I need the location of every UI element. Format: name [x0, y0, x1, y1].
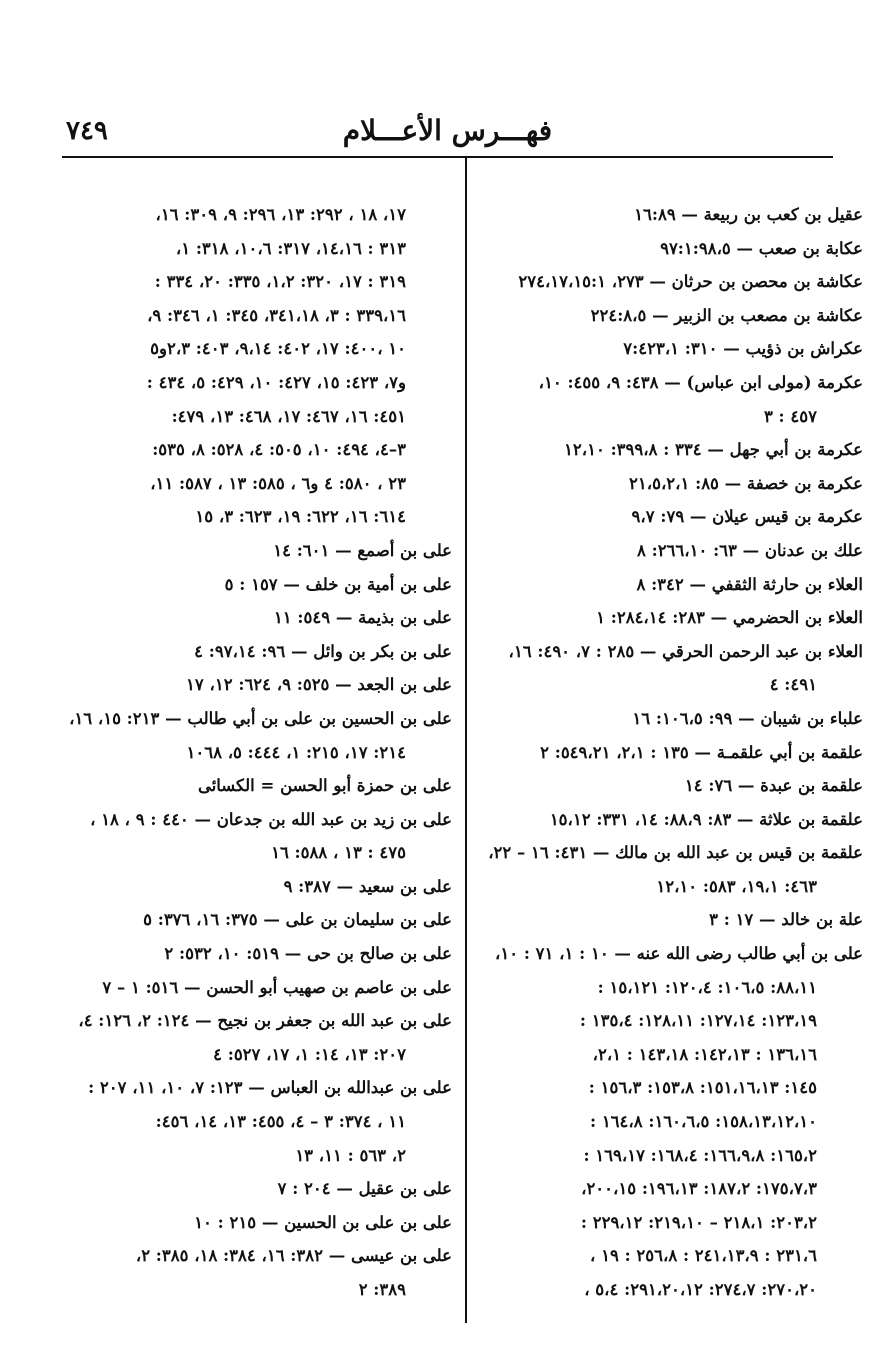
index-entry: على بن بذيمة — ٥٤٩: ١١ [273, 608, 452, 628]
index-continuation-line: ٢٣١،٦ : ٢٤١،١٣،٩ : ٢٥٦،٨ : ١٩ ، [590, 1246, 817, 1266]
index-continuation-line: ٨٨،١١: ١٠٦،٥: ١٢٠،٤: ١٥،١٢١ : [597, 977, 817, 997]
index-entry: العلاء بن عبد الرحمن الحرقي — ٢٨٥ : ٧، ٤٩٠: ١٦، [508, 641, 863, 661]
index-entry: علة بن خالد — ١٧ : ٣ [709, 910, 863, 930]
index-continuation-line: ١٤٥: ١٥١،١٦،١٣: ١٥٣،٨: ١٥٦،٣ : [588, 1078, 817, 1098]
index-continuation-line: ٤٥١: ١٦، ٤٦٧: ١٧، ٤٦٨: ١٣، ٤٧٩: [171, 406, 406, 426]
column-divider [465, 158, 467, 1323]
right-column [485, 198, 863, 1307]
running-title: فهـــرس الأعـــلام [342, 114, 553, 147]
index-entry: عكرمة بن قيس عيلان — ٧٩: ٩،٧ [631, 507, 863, 527]
header-rule [62, 156, 833, 158]
index-continuation-line: ٤٦٣: ١٩،١، ٥٨٣: ١٢،١٠ [656, 876, 817, 896]
index-entry: على بن عقيل — ٢٠٤ : ٧ [277, 1179, 452, 1199]
index-entry: على بن عبدالله بن العباس — ١٢٣: ٧، ١٠، ١١، ٢٠٧ : [88, 1078, 452, 1098]
page-number: ٧٤٩ [66, 116, 108, 146]
index-entry: علقمة بن علاثة — ٨٣: ٨٨،٩: ١٤، ٣٣١: ١٥،١٢ [549, 809, 863, 829]
index-entry: العلاء بن الحضرمي — ٢٨٣: ٢٨٤،١٤: ١ [596, 608, 863, 628]
index-continuation-line: ١٥٨،١٣،١٢،١٠: ١٦٠،٦،٥: ١٦٤،٨ : [589, 1112, 817, 1132]
index-continuation-line: ١٣٦،١٦ : ١٤٢،١٣: ١٤٣،١٨ : ٢،١، [592, 1044, 817, 1064]
index-entry: على بن أمية بن خلف — ١٥٧ : ٥ [224, 574, 452, 594]
index-continuation-line: ١٢٣،١٩: ١٢٧،١٤: ١٢٨،١١: ١٣٥،٤ : [579, 1011, 817, 1031]
index-entry: عقيل بن كعب بن ربيعة — ١٦:٨٩ [634, 205, 863, 224]
index-continuation-line: ٤٥٧ : ٣ [763, 406, 817, 426]
index-continuation-line: ٣١٩ : ١٧، ٣٢٠: ١،٢، ٣٣٥: ٢٠، ٣٣٤ : [154, 272, 406, 292]
index-entry: على بن عاصم بن صهيب أبو الحسن — ٥١٦: ١ – ٧ [102, 977, 452, 997]
index-entry: على بن أصمع — ٦٠١: ١٤ [273, 540, 452, 560]
index-continuation-line: ١٠ ،٤٠٠: ١٧، ٤٠٢: ٩،١٤، ٤٠٣: ٢،٣و٥ [150, 339, 406, 359]
index-continuation-line: ٤٩١: ٤ [769, 675, 817, 695]
index-continuation-line: ٢٠٧: ١٣، ١٤: ١، ١٧، ٥٢٧: ٤ [213, 1044, 406, 1064]
index-continuation-line: ١٧٥،٧،٣: ١٨٧،٢: ١٩٦،١٣: ٢٠٠،١٥، [581, 1179, 817, 1199]
index-continuation-line: ١١ ، ٣٧٤: ٣ – ٤، ٤٥٥: ١٣، ١٤، ٤٥٦: [155, 1112, 406, 1132]
index-continuation-line: ٣٣٩،١٦ : ٣، ٣٤١،١٨، ٣٤٥: ١، ٣٤٦: ٩، [147, 305, 406, 325]
index-entry: علباء بن شيبان — ٩٩: ١٠٦،٥: ١٦ [632, 708, 863, 728]
index-continuation-line: ٣٨٩: ٢ [358, 1280, 406, 1299]
index-entry: على بن بكر بن وائل — ٩٦: ٩٧،١٤: ٤ [194, 641, 452, 661]
index-entry: على بن الجعد — ٥٢٥: ٩، ٦٢٤: ١٢، ١٧ [186, 675, 452, 695]
index-entry: علقمة بن قيس بن عبد الله بن مالك — ٤٣١: ١٦ – ٢٢، [488, 843, 863, 863]
index-entry: على بن الحسين بن على بن أبي طالب — ٢١٣: ١٥، ١٦، [69, 708, 452, 728]
index-continuation-line: ٦١٤: ١٦، ٦٢٢: ١٩، ٦٢٣: ٣، ١٥ [195, 507, 406, 527]
index-entry: على بن عبد الله بن جعفر بن نجيح — ١٢٤: ٢، ١٢٦: ٤، [78, 1011, 452, 1031]
index-entry: عكرمة بن أبي جهل — ٣٣٤ : ٣٩٩،٨: ١٢،١٠ [564, 440, 863, 460]
index-entry: العلاء بن حارثة الثقفي — ٣٤٢: ٨ [636, 574, 863, 594]
index-entry: على بن صالح بن حى — ٥١٩: ١٠، ٥٣٢: ٢ [164, 944, 452, 964]
index-continuation-line: ٣١٣ : ١٤،١٦، ٣١٧: ١٠،٦، ٣١٨: ١، [175, 238, 406, 258]
index-entry: عكاشة بن مصعب بن الزبير — ٢٢٤:٨،٥ [590, 305, 863, 325]
index-continuation-line: ٣–٤، ٤٩٤: ١٠، ٥٠٥: ٤، ٥٢٨: ٨، ٥٣٥: [152, 440, 406, 460]
index-entry: علقمة بن عبدة — ٧٦: ١٤ [684, 776, 863, 796]
left-column [62, 198, 452, 1307]
index-entry: على بن زيد بن عبد الله بن جدعان — ٤٤٠ : ٩ ، ١٨ ، [90, 809, 452, 829]
index-entry: عكابة بن صعب — ٩٧:١:٩٨،٥ [660, 238, 863, 258]
index-entry: على بن سليمان بن على — ٣٧٥: ١٦، ٣٧٦: ٥ [143, 910, 452, 930]
index-entry: عكاشة بن محصن بن حرثان — ٢٧٣، ٢٧٤،١٧،١٥:١ [518, 272, 863, 292]
index-entry: علك بن عدنان — ٦٣: ٢٦٦،١٠: ٨ [636, 540, 863, 560]
page-header [62, 108, 833, 154]
index-continuation-line: و٧، ٤٢٣: ١٥، ٤٢٧: ١٠، ٤٢٩: ٥، ٤٣٤ : [146, 372, 406, 392]
index-entry: عكرمة بن خصفة — ٨٥: ٢١،٥،٢،١ [629, 473, 863, 493]
index-entry: على بن أبي طالب رضى الله عنه — ١٠ : ١، ٧١ : ١٠، [495, 944, 863, 964]
index-continuation-line: ١٦٥،٢: ١٦٦،٩،٨: ١٦٨،٤: ١٦٩،١٧ : [583, 1145, 817, 1165]
index-continuation-line: ٢٣ ، ٥٨٠: ٤ و٦ ، ٥٨٥: ١٣ ، ٥٨٧: ١١، [150, 473, 406, 493]
index-entry: على بن على بن الحسين — ٢١٥ : ١٠ [194, 1212, 452, 1232]
index-continuation-line: ٢١٤: ١٧، ٢١٥: ١، ٤٤٤: ٥، ١٠٦٨ [186, 742, 406, 762]
index-entry: علقمة بن أبي علقمـة — ١٣٥ : ٢،١، ٥٤٩،٢١: ٢ [540, 742, 863, 762]
index-continuation-line: ٢٠٣،٢: ٢١٨،١ – ٢١٩،١٠: ٢٢٩،١٢ : [580, 1212, 817, 1232]
index-entry: عكراش بن ذؤيب — ٣١٠: ٧:٤٢٣،١ [623, 339, 863, 359]
index-entry: على بن سعيد — ٣٨٧: ٩ [283, 876, 452, 896]
index-entry: على بن حمزة أبو الحسن = الكسائى [197, 776, 452, 796]
index-continuation-line: ١٧، ١٨ ، ٢٩٢: ١٣، ٢٩٦: ٩، ٣٠٩: ١٦، [155, 205, 406, 224]
index-continuation-line: ٢، ٥٦٣ : ١١، ١٣ [295, 1145, 406, 1165]
index-continuation-line: ٤٧٥ : ١٣ ، ٥٨٨: ١٦ [271, 843, 406, 863]
index-entry: عكرمة (مولى ابن عباس) — ٤٣٨: ٩، ٤٥٥: ١٠، [538, 372, 863, 392]
index-continuation-line: ٢٧٠،٢٠: ٢٧٤،٧: ٢٩١،٢٠،١٢: ٥،٤ ، [584, 1280, 817, 1299]
index-entry: على بن عيسى — ٣٨٢: ١٦، ٣٨٤: ١٨، ٣٨٥: ٢، [135, 1246, 452, 1266]
